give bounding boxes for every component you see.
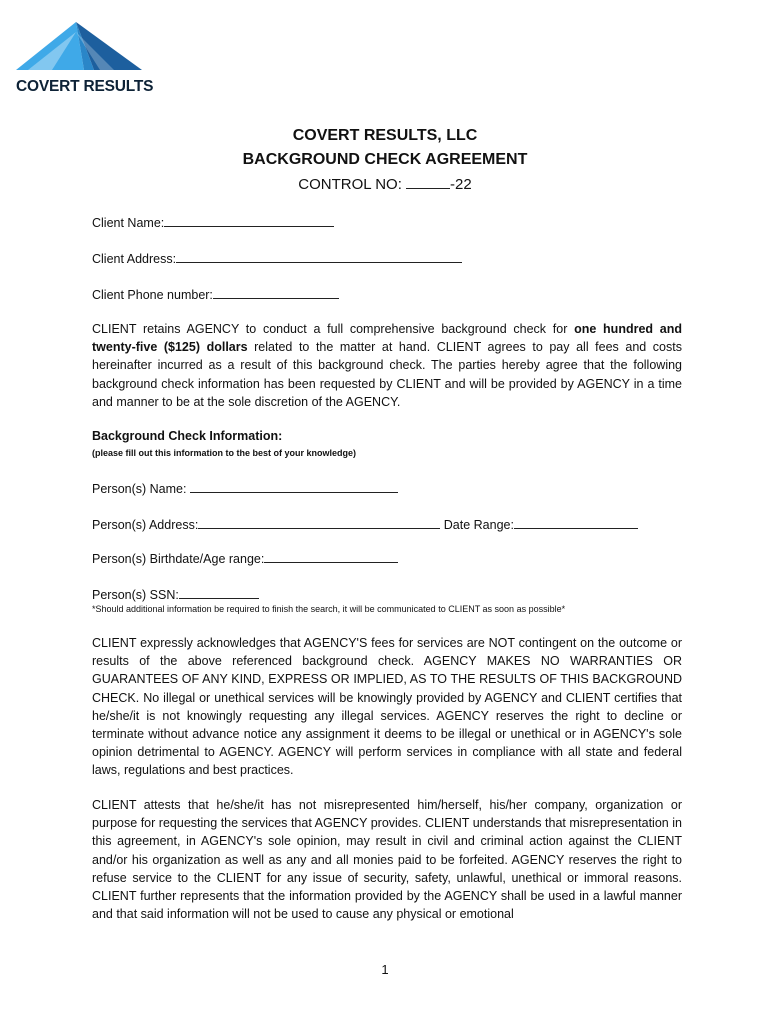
intro-paragraph <box>92 320 682 411</box>
client-name-row <box>92 214 334 230</box>
ssn-row <box>92 586 259 602</box>
client-address-field[interactable] <box>176 250 462 263</box>
page-number: 1 <box>381 962 389 977</box>
control-number <box>0 176 770 193</box>
company-logo <box>14 18 154 98</box>
control-suffix: -22 <box>450 176 472 193</box>
logo-text: COVERT RESULTS <box>16 78 154 95</box>
client-name-label: Client Name: <box>92 216 165 230</box>
control-label: CONTROL NO: <box>298 176 402 193</box>
birthdate-label: Person(s) Birthdate/Age range: <box>92 552 265 566</box>
client-phone-label: Client Phone number: <box>92 288 213 302</box>
birthdate-field[interactable] <box>264 550 398 563</box>
persons-address-label: Person(s) Address: <box>92 518 199 532</box>
additional-info-note: *Should additional information be required to finish the search, it will be communicated to CLIENT as soon as possible* <box>92 604 566 614</box>
intro-text-2: related to the matter at hand. CLIENT agrees to pay all fees and costs hereinafter incurred as a result of this background check. The parties hereby agree that the following background check information has been requested by CLIENT and will be provided by AGENCY in a time and manner to be at the sole discretion of the AGENCY. <box>92 340 682 409</box>
date-range-label: Date Range: <box>443 518 514 532</box>
company-name: COVERT RESULTS, LLC <box>292 127 478 144</box>
info-heading: Background Check Information: <box>92 429 283 443</box>
info-subheading: (please fill out this information to the best of your knowledge) <box>92 448 357 458</box>
persons-name-row <box>92 480 398 496</box>
persons-address-field[interactable] <box>198 516 440 529</box>
control-number-field[interactable] <box>406 176 450 189</box>
persons-name-label: Person(s) Name: <box>92 482 187 496</box>
client-address-label: Client Address: <box>92 252 177 266</box>
mountain-logo-icon <box>14 18 144 80</box>
persons-name-field[interactable] <box>190 480 398 493</box>
intro-text-1: CLIENT retains AGENCY to conduct a full comprehensive background check for <box>92 322 575 336</box>
document-title: BACKGROUND CHECK AGREEMENT <box>242 151 528 168</box>
client-name-field[interactable] <box>164 214 334 227</box>
client-phone-field[interactable] <box>213 286 339 299</box>
ssn-field[interactable] <box>179 586 259 599</box>
birthdate-row <box>92 550 398 566</box>
persons-address-row <box>92 516 638 532</box>
client-address-row <box>92 250 462 266</box>
client-phone-row <box>92 286 339 302</box>
ssn-label: Person(s) SSN: <box>92 588 179 602</box>
attestation-paragraph: CLIENT attests that he/she/it has not misrepresented him/herself, his/her company, organization or purpose for requesting the services that AGENCY provides. CLIENT understands that misrepresentation in this agreement, in AGENCY's sole opinion, may result in civil and criminal action against the CLIENT and/or his organization as well as any and all monies paid to be forfeited. AGENCY reserves the right to refuse service to the CLIENT for any issue of security, safety, unlawful, unethical or immoral reasons. CLIENT further represents that the information provided by the AGENCY shall be used in a lawful manner and that said information will not be used to cause any physical or emotional <box>92 798 682 922</box>
fee-amount: one hundred and twenty-five ($125) dollars <box>92 322 682 355</box>
date-range-field[interactable] <box>514 516 638 529</box>
disclaimer-paragraph: CLIENT expressly acknowledges that AGENCY'S fees for services are NOT contingent on the outcome or results of the above referenced background check. AGENCY MAKES NO WARRANTIES OR GUARANTEES OF ANY KIND, EXPRESS OR IMPLIED, AS TO THE RESULTS OF THIS BACKGROUND CHECK. No illegal or unethical services will be knowingly provided by AGENCY and CLIENT certifies that he/she/it is not knowingly requesting any illegal services. AGENCY reserves the right to decline or terminate without advance notice any assignment it deems to be illegal or unethical or in AGENCY's sole opinion detrimental to AGENCY. AGENCY will perform services in compliance with all state and federal laws, regulations and best practices. <box>92 636 682 778</box>
